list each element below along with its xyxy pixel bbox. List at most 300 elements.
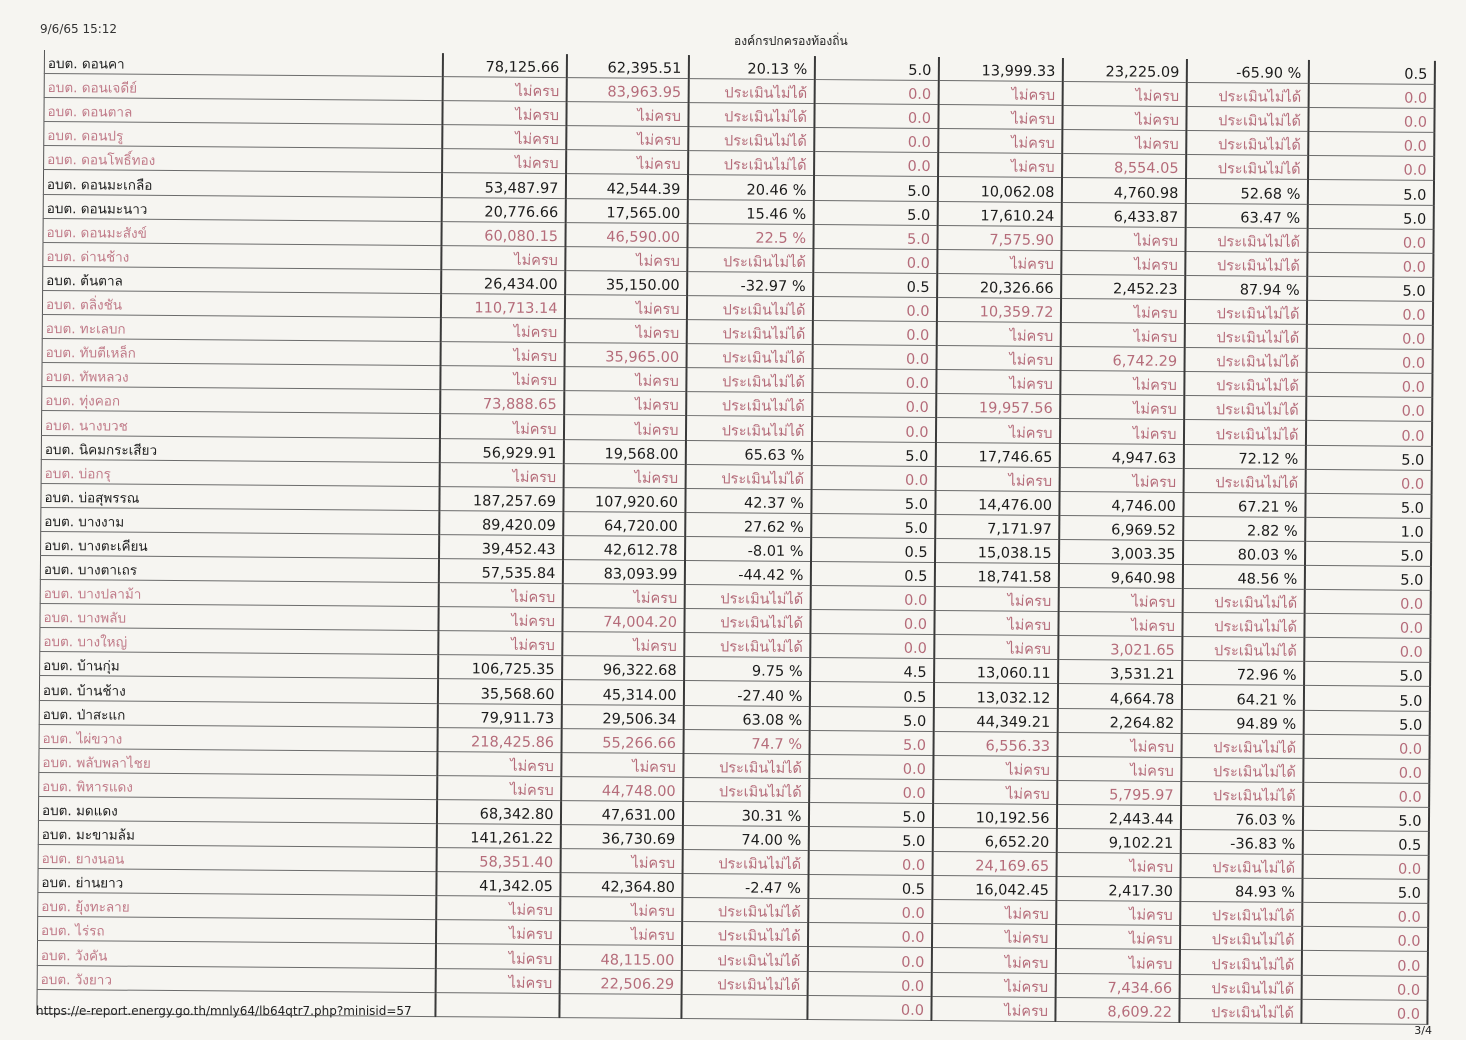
value-cell-4: 0.0 [812,321,936,346]
value-cell-5: 17,746.65 [935,442,1059,467]
value-cell-3: ประเมินไม่ได้ [683,753,809,778]
value-cell-2: ไม่ครบ [563,463,685,488]
value-cell-2: ไม่ครบ [563,415,685,440]
value-cell-7: ประเมินไม่ได้ [1182,613,1304,638]
org-name-cell: อบต. บ้านช้าง [39,676,437,703]
value-cell-5: 19,957.56 [936,394,1060,419]
value-cell-4: 0.0 [807,971,931,996]
value-cell-8: 0.0 [1306,300,1432,325]
value-cell-5: 13,032.12 [933,683,1057,708]
value-cell-7: ประเมินไม่ได้ [1179,926,1301,951]
value-cell-7: ประเมินไม่ได้ [1182,637,1304,662]
value-cell-4: 0.0 [810,634,934,659]
value-cell-8: 0.0 [1306,349,1432,374]
org-name-cell: อบต. ทัพหลวง [42,363,440,390]
value-cell-2: ไม่ครบ [562,632,684,657]
value-cell-2: ไม่ครบ [566,102,688,127]
value-cell-1: 41,342.05 [436,872,560,897]
value-cell-8: 0.0 [1301,927,1427,952]
value-cell-1: 39,452.43 [439,534,563,559]
value-cell-2: 74,004.20 [562,608,684,633]
org-name-cell: อบต. วังคัน [37,941,435,968]
value-cell-6: 4,947.63 [1059,443,1183,468]
value-cell-3: 20.13 % [688,55,814,80]
value-cell-7: 87.94 % [1185,275,1307,300]
org-name-cell: อบต. ดอนโพธิ์ทอง [44,146,442,173]
value-cell-7: ประเมินไม่ได้ [1179,974,1301,999]
value-cell-6: 8,609.22 [1055,997,1179,1022]
value-cell-8: 0.0 [1308,132,1434,157]
value-cell-6: ไม่ครบ [1059,467,1183,492]
value-cell-8: 0.0 [1304,589,1430,614]
value-cell-1: ไม่ครบ [439,414,563,439]
value-cell-7: 76.03 % [1180,805,1302,830]
value-cell-7: 2.82 % [1183,516,1305,541]
value-cell-1: 73,888.65 [440,390,564,415]
org-name-cell: อบต. ย่านยาว [38,869,436,896]
value-cell-8: 0.0 [1303,782,1429,807]
org-name-cell: อบต. ดอนมะนาว [43,194,441,221]
value-cell-5: ไม่ครบ [933,755,1057,780]
org-name-cell: อบต. บ่อกรุ [41,459,439,486]
value-cell-5: 14,476.00 [935,490,1059,515]
value-cell-1: 106,725.35 [438,655,562,680]
value-cell-8: 5.0 [1307,180,1433,205]
value-cell-4: 5.0 [808,802,932,827]
value-cell-1: ไม่ครบ [436,896,560,921]
value-cell-6: ไม่ครบ [1060,395,1184,420]
value-cell-8: 0.0 [1306,324,1432,349]
value-cell-2: 48,115.00 [559,945,681,970]
value-cell-8: 0.0 [1308,156,1434,181]
value-cell-3: -44.42 % [684,561,810,586]
value-cell-2: 107,920.60 [563,487,685,512]
value-cell-1: ไม่ครบ [442,101,566,126]
org-name-cell: อบต. นางบวช [41,411,439,438]
value-cell-5: 13,999.33 [938,57,1062,82]
value-cell-7: ประเมินไม่ได้ [1186,107,1308,132]
org-name-cell: อบต. ป่าสะแก [39,700,437,727]
value-cell-2: 42,544.39 [565,174,687,199]
value-cell-2: 36,730.69 [560,825,682,850]
value-cell-8: 5.0 [1304,565,1430,590]
value-cell-3 [681,994,807,1019]
value-cell-7: -36.83 % [1180,829,1302,854]
value-cell-1: 68,342.80 [436,800,560,825]
value-cell-2: ไม่ครบ [564,367,686,392]
value-cell-6: 9,640.98 [1058,563,1182,588]
value-cell-8: 5.0 [1303,686,1429,711]
report-sheet [36,50,1435,1025]
value-cell-1: 89,420.09 [439,510,563,535]
value-cell-7: 67.21 % [1183,492,1305,517]
value-cell-8: 0.0 [1301,999,1427,1024]
value-cell-2: 29,506.34 [561,704,683,729]
value-cell-4: 0.0 [812,393,936,418]
value-cell-2: ไม่ครบ [566,150,688,175]
value-cell-8: 0.0 [1301,975,1427,1000]
value-cell-3: 74.7 % [683,729,809,754]
value-cell-1: ไม่ครบ [435,920,559,945]
value-cell-6: 8,554.05 [1062,154,1186,179]
value-cell-2: ไม่ครบ [559,921,681,946]
value-cell-1: 26,434.00 [441,269,565,294]
value-cell-6: 3,531.21 [1058,660,1182,685]
org-name-cell: อบต. บ้านกุ่ม [40,652,438,679]
value-cell-2: 35,150.00 [565,270,687,295]
value-cell-6: 23,225.09 [1062,58,1186,83]
value-cell-4: 0.5 [813,272,937,297]
value-cell-7: ประเมินไม่ได้ [1184,396,1306,421]
value-cell-7: 63.47 % [1185,203,1307,228]
value-cell-6: 6,433.87 [1061,202,1185,227]
value-cell-7: ประเมินไม่ได้ [1186,83,1308,108]
value-cell-1: ไม่ครบ [442,77,566,102]
value-cell-3: ประเมินไม่ได้ [688,103,814,128]
value-cell-7: 72.12 % [1183,444,1305,469]
value-cell-7: ประเมินไม่ได้ [1184,372,1306,397]
value-cell-4: 0.5 [810,562,934,587]
org-name-cell: อบต. ด่านช้าง [43,242,441,269]
org-name-cell: อบต. ไผ่ขวาง [39,724,437,751]
value-cell-1: ไม่ครบ [442,125,566,150]
value-cell-1: 56,929.91 [439,438,563,463]
org-name-cell: อบต. ไร่รถ [38,917,436,944]
value-cell-6: ไม่ครบ [1061,250,1185,275]
value-cell-4: 0.5 [808,875,932,900]
value-cell-7: ประเมินไม่ได้ [1186,155,1308,180]
value-cell-2: 19,568.00 [563,439,685,464]
value-cell-5: ไม่ครบ [937,249,1061,274]
value-cell-3: ประเมินไม่ได้ [686,320,812,345]
value-cell-7: ประเมินไม่ได้ [1180,854,1302,879]
value-cell-2: ไม่ครบ [564,391,686,416]
org-name-cell: อบต. ดอนเจดีย์ [44,74,442,101]
data-table [36,50,1435,1025]
value-cell-4: 5.0 [813,200,937,225]
value-cell-6: 2,452.23 [1061,274,1185,299]
value-cell-6: 3,021.65 [1058,636,1182,661]
value-cell-6: ไม่ครบ [1062,130,1186,155]
value-cell-3: ประเมินไม่ได้ [686,392,812,417]
value-cell-5: ไม่ครบ [938,105,1062,130]
value-cell-5: 7,575.90 [937,225,1061,250]
print-date: 9/6/65 15:12 [40,22,118,36]
value-cell-3: 27.62 % [685,512,811,537]
value-cell-3: ประเมินไม่ได้ [681,922,807,947]
value-cell-3: -8.01 % [685,536,811,561]
value-cell-6: 2,417.30 [1056,877,1180,902]
value-cell-5: ไม่ครบ [931,996,1055,1021]
page-number: 3/4 [1414,1024,1432,1037]
value-cell-4: 5.0 [811,513,935,538]
value-cell-1: 20,776.66 [441,197,565,222]
value-cell-3: ประเมินไม่ได้ [683,777,809,802]
org-name-cell: อบต. ดอนตาล [44,98,442,125]
value-cell-7: ประเมินไม่ได้ [1186,131,1308,156]
value-cell-3: 65.63 % [685,440,811,465]
org-name-cell: อบต. ดอนมะเกลือ [43,170,441,197]
value-cell-8: 5.0 [1303,710,1429,735]
value-cell-4: 5.0 [814,56,938,81]
value-cell-7: ประเมินไม่ได้ [1181,757,1303,782]
org-name-cell: อบต. พิหารแดง [39,772,437,799]
org-name-cell: อบต. ดอนมะสังข์ [43,218,441,245]
org-name-cell: อบต. บางตาเถร [40,555,438,582]
value-cell-4: 0.0 [814,128,938,153]
value-cell-5: ไม่ครบ [932,900,1056,925]
value-cell-4: 0.0 [808,851,932,876]
value-cell-6: 4,746.00 [1059,491,1183,516]
org-name-cell: อบต. พลับพลาไชย [39,748,437,775]
value-cell-4: 0.0 [807,947,931,972]
value-cell-7: ประเมินไม่ได้ [1179,950,1301,975]
value-cell-6: 3,003.35 [1058,539,1182,564]
value-cell-7: ประเมินไม่ได้ [1183,420,1305,445]
value-cell-2: 46,590.00 [565,222,687,247]
value-cell-3: ประเมินไม่ได้ [684,585,810,610]
value-cell-5: 15,038.15 [935,538,1059,563]
value-cell-4: 0.0 [814,104,938,129]
value-cell-3: 42.37 % [685,488,811,513]
value-cell-4: 0.0 [809,754,933,779]
value-cell-4: 0.0 [813,248,937,273]
value-cell-1: ไม่ครบ [437,775,561,800]
table-body [37,50,1435,1024]
value-cell-5: 6,652.20 [932,828,1056,853]
value-cell-8: 0.0 [1308,108,1434,133]
value-cell-7: ประเมินไม่ได้ [1181,733,1303,758]
value-cell-3: ประเมินไม่ได้ [681,946,807,971]
value-cell-3: 74.00 % [682,826,808,851]
value-cell-2: 64,720.00 [563,511,685,536]
value-cell-6: ไม่ครบ [1057,732,1181,757]
value-cell-8: 1.0 [1305,517,1431,542]
value-cell-6: ไม่ครบ [1062,106,1186,131]
value-cell-3: 15.46 % [687,199,813,224]
value-cell-2: 62,395.51 [566,54,688,79]
value-cell-1: 187,257.69 [439,486,563,511]
value-cell-8: 0.0 [1303,734,1429,759]
value-cell-4: 5.0 [809,730,933,755]
value-cell-3: ประเมินไม่ได้ [684,633,810,658]
org-name-cell: อบต. บางใหญ่ [40,628,438,655]
value-cell-7: ประเมินไม่ได้ [1184,323,1306,348]
value-cell-7: 72.96 % [1182,661,1304,686]
value-cell-6: ไม่ครบ [1056,901,1180,926]
value-cell-4: 0.0 [809,778,933,803]
org-name-cell: อบต. ดอนคา [44,50,442,77]
value-cell-8: 0.5 [1308,60,1434,85]
value-cell-3: 20.46 % [687,175,813,200]
value-cell-2: 96,322.68 [562,656,684,681]
value-cell-8: 0.0 [1307,228,1433,253]
value-cell-3: -27.40 % [683,681,809,706]
value-cell-2: ไม่ครบ [564,319,686,344]
value-cell-5: ไม่ครบ [931,924,1055,949]
value-cell-6: 7,434.66 [1055,973,1179,998]
value-cell-2: 83,093.99 [562,560,684,585]
value-cell-8: 0.0 [1305,421,1431,446]
value-cell-5: ไม่ครบ [931,972,1055,997]
value-cell-2: ไม่ครบ [560,849,682,874]
value-cell-2: 42,612.78 [563,535,685,560]
value-cell-7: ประเมินไม่ได้ [1184,299,1306,324]
org-name-cell: อบต. บ่อสุพรรณ [41,483,439,510]
value-cell-1: 141,261.22 [436,824,560,849]
value-cell-3: ประเมินไม่ได้ [682,850,808,875]
org-name-cell: อบต. ทุ่งคอก [42,387,440,414]
value-cell-6: ไม่ครบ [1057,756,1181,781]
value-cell-6: 5,795.97 [1057,780,1181,805]
value-cell-8: 0.0 [1305,469,1431,494]
value-cell-1: ไม่ครบ [435,944,559,969]
value-cell-5: ไม่ครบ [936,370,1060,395]
org-name-cell: อบต. วังยาว [37,965,435,992]
value-cell-4: 0.0 [812,345,936,370]
value-cell-7: 80.03 % [1182,540,1304,565]
value-cell-4: 0.0 [814,152,938,177]
value-cell-4: 0.0 [814,80,938,105]
org-name-cell: อบต. ทับตีเหล็ก [42,339,440,366]
value-cell-4: 0.0 [807,995,931,1020]
value-cell-5: ไม่ครบ [938,129,1062,154]
value-cell-8: 5.0 [1307,276,1433,301]
value-cell-4: 4.5 [810,658,934,683]
value-cell-1: ไม่ครบ [441,245,565,270]
value-cell-6: 2,264.82 [1057,708,1181,733]
org-name-cell: อบต. ต้นตาล [43,266,441,293]
value-cell-6: ไม่ครบ [1060,371,1184,396]
value-cell-5: 10,359.72 [936,297,1060,322]
value-cell-4: 0.0 [812,369,936,394]
value-cell-6: 6,969.52 [1059,515,1183,540]
value-cell-7: ประเมินไม่ได้ [1185,227,1307,252]
value-cell-8: 0.0 [1302,855,1428,880]
value-cell-6: 4,664.78 [1057,684,1181,709]
value-cell-6: ไม่ครบ [1061,226,1185,251]
value-cell-3: ประเมินไม่ได้ [688,127,814,152]
value-cell-6: ไม่ครบ [1056,853,1180,878]
value-cell-6: ไม่ครบ [1060,323,1184,348]
value-cell-5: ไม่ครบ [934,635,1058,660]
value-cell-2: 35,965.00 [564,343,686,368]
value-cell-5: 44,349.21 [933,707,1057,732]
value-cell-1: ไม่ครบ [440,342,564,367]
value-cell-6: ไม่ครบ [1062,82,1186,107]
value-cell-6: 9,102.21 [1056,828,1180,853]
value-cell-2: 45,314.00 [561,680,683,705]
value-cell-7: ประเมินไม่ได้ [1184,348,1306,373]
value-cell-4: 0.0 [812,296,936,321]
value-cell-8: 0.0 [1301,951,1427,976]
value-cell-8: 0.0 [1306,397,1432,422]
value-cell-8: 0.0 [1302,903,1428,928]
value-cell-8: 5.0 [1302,806,1428,831]
value-cell-8: 5.0 [1305,445,1431,470]
value-cell-1: 79,911.73 [437,703,561,728]
value-cell-6: ไม่ครบ [1059,419,1183,444]
value-cell-5: ไม่ครบ [931,948,1055,973]
value-cell-3: ประเมินไม่ได้ [688,151,814,176]
value-cell-4: 0.5 [811,537,935,562]
value-cell-8: 0.0 [1308,84,1434,109]
value-cell-1: 218,425.86 [437,727,561,752]
value-cell-2: 44,748.00 [561,776,683,801]
value-cell-2 [559,993,681,1018]
value-cell-3: ประเมินไม่ได้ [681,970,807,995]
value-cell-1: 57,535.84 [438,559,562,584]
value-cell-4: 0.0 [811,417,935,442]
value-cell-6: ไม่ครบ [1058,612,1182,637]
value-cell-6: ไม่ครบ [1055,925,1179,950]
value-cell-4: 5.0 [808,827,932,852]
value-cell-5: ไม่ครบ [935,418,1059,443]
value-cell-8: 5.0 [1304,662,1430,687]
value-cell-5: 7,171.97 [935,514,1059,539]
value-cell-3: ประเมินไม่ได้ [687,247,813,272]
value-cell-3: ประเมินไม่ได้ [686,295,812,320]
value-cell-8: 5.0 [1307,204,1433,229]
value-cell-5: 18,741.58 [934,562,1058,587]
value-cell-3: 22.5 % [687,223,813,248]
value-cell-6: ไม่ครบ [1060,298,1184,323]
value-cell-1: 60,080.15 [441,221,565,246]
value-cell-4: 5.0 [811,441,935,466]
value-cell-4: 0.0 [810,586,934,611]
value-cell-3: 63.08 % [683,705,809,730]
value-cell-5: ไม่ครบ [935,466,1059,491]
value-cell-4: 5.0 [813,176,937,201]
value-cell-6: 4,760.98 [1061,178,1185,203]
value-cell-7: -65.90 % [1186,59,1308,84]
value-cell-7: 84.93 % [1180,878,1302,903]
org-name-cell: อบต. มะขามล้ม [38,820,436,847]
value-cell-5: ไม่ครบ [936,322,1060,347]
value-cell-2: 42,364.80 [560,873,682,898]
value-cell-7: 94.89 % [1181,709,1303,734]
value-cell-2: 47,631.00 [560,800,682,825]
value-cell-1: ไม่ครบ [440,318,564,343]
value-cell-1: ไม่ครบ [440,366,564,391]
value-cell-1: ไม่ครบ [438,607,562,632]
org-name-cell: อบต. ตลิ่งชัน [42,290,440,317]
value-cell-7: ประเมินไม่ได้ [1183,468,1305,493]
value-cell-5: 10,062.08 [937,177,1061,202]
org-name-cell: อบต. ดอนปรู [44,122,442,149]
value-cell-5: ไม่ครบ [933,779,1057,804]
value-cell-5: ไม่ครบ [934,587,1058,612]
value-cell-5: 16,042.45 [932,876,1056,901]
value-cell-8: 0.0 [1303,758,1429,783]
value-cell-3: ประเมินไม่ได้ [686,344,812,369]
value-cell-7: 52.68 % [1185,179,1307,204]
value-cell-7: ประเมินไม่ได้ [1180,902,1302,927]
value-cell-7: ประเมินไม่ได้ [1179,998,1301,1023]
value-cell-4: 5.0 [809,706,933,731]
value-cell-1: ไม่ครบ [438,583,562,608]
value-cell-5: 24,169.65 [932,852,1056,877]
value-cell-2: 83,963.95 [566,78,688,103]
value-cell-8: 0.0 [1304,614,1430,639]
value-cell-2: 17,565.00 [565,198,687,223]
value-cell-4: 0.0 [811,465,935,490]
value-cell-4: 0.0 [810,610,934,635]
org-name-cell: อบต. ยางนอน [38,845,436,872]
value-cell-5: ไม่ครบ [934,611,1058,636]
org-name-cell: อบต. บางตะเคียน [41,531,439,558]
value-cell-1: ไม่ครบ [442,149,566,174]
